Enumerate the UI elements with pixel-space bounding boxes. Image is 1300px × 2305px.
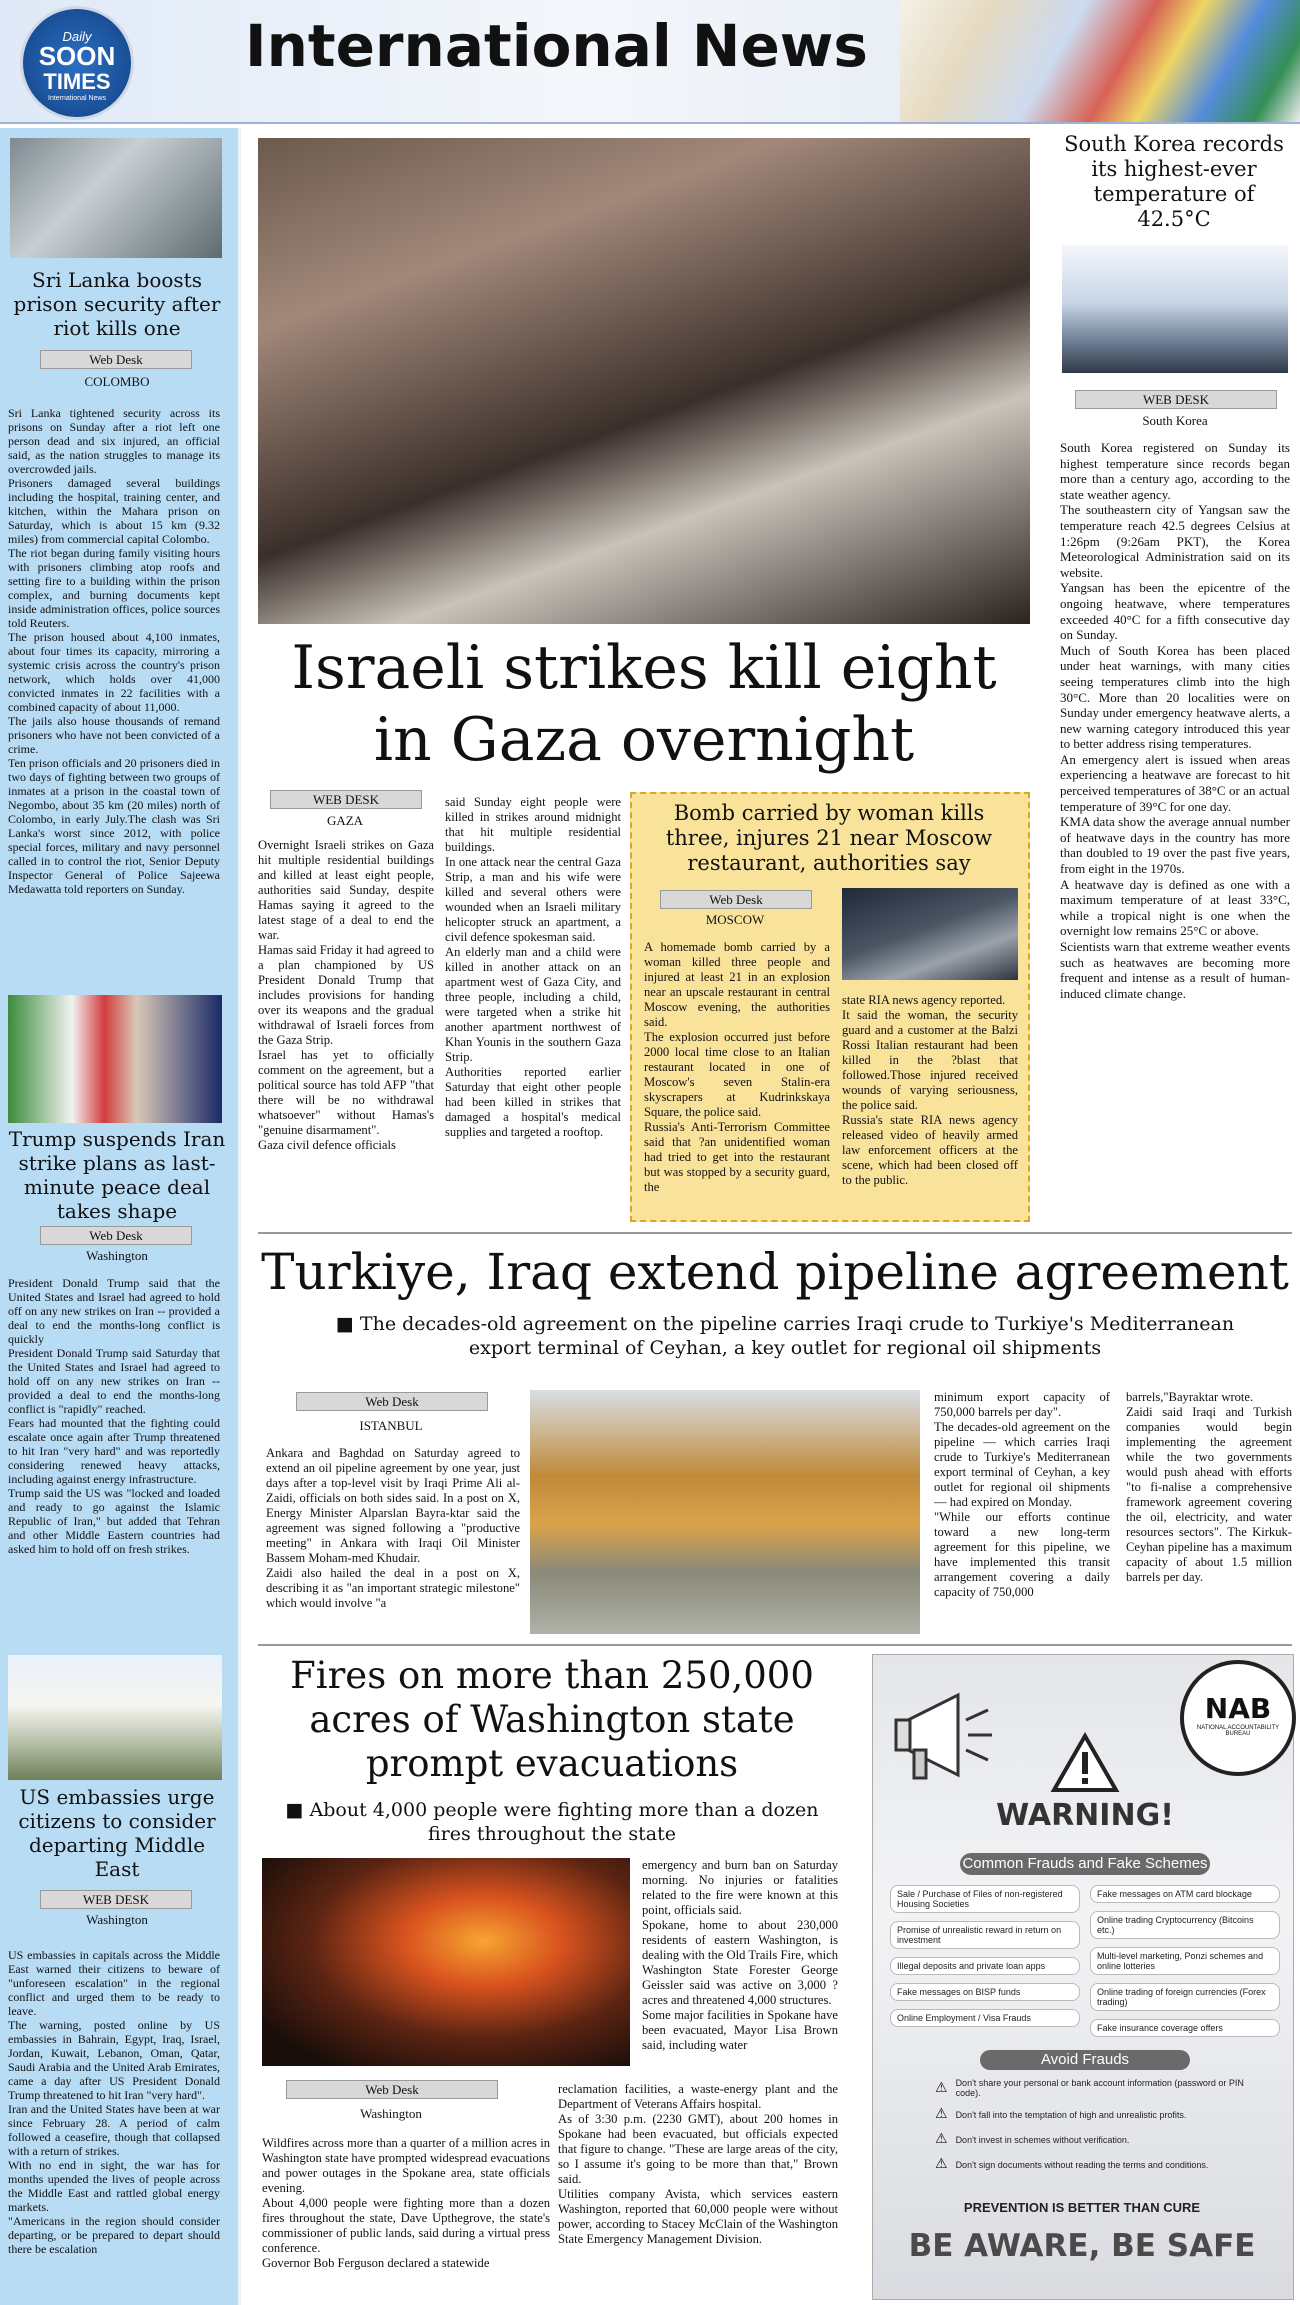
masthead-flags-image <box>900 0 1300 122</box>
sidebar-headline-3[interactable]: US embassies urge citizens to consider departing Middle East <box>18 1785 216 1881</box>
avoid-frauds-pill: Avoid Frauds <box>980 2050 1190 2070</box>
avoid-list-item: Don't share your personal or bank account information (password or PIN code). <box>955 2078 1244 2098</box>
avoid-list-row <box>935 2106 1265 2123</box>
gaza-lead-photo <box>258 138 1030 624</box>
avoid-list-row <box>935 2131 1265 2148</box>
fires-headline[interactable]: Fires on more than 250,000 acres of Washington state prompt evacuations <box>290 1654 814 1785</box>
ad-list-item: Online trading Cryptocurrency (Bitcoins etc.) <box>1090 1911 1280 1939</box>
dateline: COLOMBO <box>84 374 150 389</box>
korea-body: South Korea registered on Sunday its highest temperature since records began more than a century ago, according to the state weather agency. The southeastern city of Yangsan saw the temperature reach 42.5 degrees Celsius at 1:26pm (9:26am PKT), the Korea Meteorological Administration said on its website. Yangsan has been the epicentre of the ongoing heatwave, where temperatures exceeded 40°C for a fifth consecutive day on Sunday. Much of South Korea has been placed under heat warnings, with many cities seeing temperatures climb into the high 30°C. More than 20 localities were on Sunday under emergency heatwave alerts, a new warning category introduced this year to better address rising temperatures. An emergency alert is issued when areas experiencing a heatwave are forecast to hit perceived temperatures of 38°C or an actual temperature of 39°C for one day. KMA data show the average annual number of heatwave days in the country has more than doubled to 19 over the past five years, from eight in the 1970s. A heatwave day is defined as one with a maximum temperature of at least 33°C, while a tropical night is one when the overnight low remains 25°C or above. Scientists warn that extreme weather events such as heatwaves are becoming more frequent and intense as a result of human-induced climate change. <box>1060 440 1290 1001</box>
dateline: South Korea <box>1142 413 1208 428</box>
ad-list-item: Fake insurance coverage offers <box>1090 2019 1280 2037</box>
fires-body-col-1: Wildfires across more than a quarter of a million acres in Washington state have prompted widespread evacuations and power outages in the Spokane area, state officials evening. About 4,000 people were fighting more than a dozen fires throughout the state, Dave Upthegrove, the state's commissioner of public lands, said during a virtual press conference. Governor Bob Ferguson declared a statewide <box>262 2136 550 2270</box>
warning-title: WARNING! <box>996 1798 1174 1833</box>
warning-triangle-icon <box>1050 1732 1120 1794</box>
avoid-list <box>935 2078 1265 2181</box>
avoid-list-item: Don't invest in schemes without verification. <box>955 2134 1130 2145</box>
masthead <box>0 0 1300 124</box>
dateline: Washington <box>86 1248 148 1263</box>
pipeline-subhead: ■ The decades-old agreement on the pipeline carries Iraqi crude to Turkiye's Mediterranean export terminal of Ceyhan, a key outlet for regional oil shipments <box>335 1313 1235 1359</box>
pipeline-body-col-3: barrels,"Bayraktar wrote. Zaidi said Iraqi and Turkish companies would begin implementing the agreement while the two governments would push ahead with efforts "to fi-nalise a comprehensive framework agreement covering the oil, electricity, and water resources sectors". The Kirkuk-Ceyhan pipeline has a maximum capacity of about 1.5 million barrels per day. <box>1126 1390 1292 1584</box>
fires-subhead: ■ About 4,000 people were fighting more than a dozen fires throughout the state <box>285 1799 819 1845</box>
fires-body-col-3: reclamation facilities, a waste-energy plant and the Department of Veterans Affairs hospital. As of 3:30 p.m. (2230 GMT), about 200 homes in Spokane had been evacuated, but officials expected that figure to change. "These are large areas of the city, so I assume it's going to be more than that," Brown said. Utilities company Avista, which services eastern Washington, reported that 60,000 people were without power, according to Stacey McClain of the Washington State Emergency Management Division. <box>558 2082 838 2246</box>
lead-headline[interactable]: Israeli strikes kill eight in Gaza overnight <box>291 633 997 775</box>
frauds-section-pill: Common Frauds and Fake Schemes <box>960 1853 1210 1875</box>
pipeline-body-col-2: minimum export capacity of 750,000 barrels per day". The decades-old agreement on the pipeline — which carries Iraqi crude to Turkiye's Mediterranean export terminal of Ceyhan, a key outlet for regional oil shipments — had expired on Monday. "While our efforts continue toward a new long-term agreement for this pipeline, we have implemented this transit arrangement covering a daily capacity of 750,000 <box>934 1390 1110 1599</box>
fraud-list-left <box>890 1885 1080 2035</box>
sidebar-headline-2[interactable]: Trump suspends Iran strike plans as last-minute peace deal takes shape <box>8 1127 226 1223</box>
web-desk-tag: WEB DESK <box>270 790 422 809</box>
caution-icon: ⚠ <box>935 2157 948 2172</box>
megaphone-icon <box>888 1680 998 1790</box>
moscow-body-col-1: A homemade bomb carried by a woman killed three people and injured at least 21 in an explosion near an upscale restaurant in central Moscow evening, the authorities said. The explosion occurred just before 2000 local time close to an Italian restaurant located in one of Moscow's seven Stalin-era skyscrapers at Kudrinkskaya Square, the police said. Russia's Anti-Terrorism Committee said that ?an unidentified woman had tried to get into the restaurant but was stopped by a security guard, the <box>644 940 830 1194</box>
pipeline-headline[interactable]: Turkiye, Iraq extend pipeline agreement <box>261 1243 1289 1301</box>
section-divider <box>258 1644 1292 1646</box>
caution-icon: ⚠ <box>935 2132 948 2147</box>
bullet-icon: ■ <box>335 1313 360 1335</box>
wildfire-photo <box>262 1858 630 2066</box>
lead-body-col-2: said Sunday eight people were killed in strikes around midnight that hit multiple residential buildings. In one attack near the central Gaza Strip, a man and his wife were killed and several others were wounded when an Israeli military helicopter struck an apartment, a civil defence spokesman said. An elderly man and a child were killed in another attack on an apartment west of Gaza City, and three people, including a child, were targeted when a strike hit another apartment northwest of Khan Younis in the southern Gaza Strip. Authorities reported earlier Saturday that eight other people had been killed in strikes that damaged a hospital's medical supplies and targeted a rooftop. <box>445 795 621 1139</box>
dateline: Washington <box>86 1912 148 1927</box>
web-desk-tag: Web Desk <box>296 1392 488 1411</box>
be-aware-slogan: BE AWARE, BE SAFE <box>908 2228 1256 2264</box>
moscow-body-col-2: state RIA news agency reported. It said the woman, the security guard and a customer at the Balzi Rossi Italian restaurant had been killed in the ?blast that followed.Those injured received wounds of varying seriousness, the police said. Russia's state RIA news agency released video of heavily armed law enforcement officers at the scene, which had been closed off to the public. <box>842 993 1018 1187</box>
web-desk-tag: Web Desk <box>40 350 192 369</box>
oil-terminal-photo <box>530 1390 920 1634</box>
avoid-list-row <box>935 2156 1265 2173</box>
embassy-photo <box>8 1655 222 1780</box>
ad-list-item: Fake messages on BISP funds <box>890 1983 1080 2001</box>
dateline: ISTANBUL <box>359 1418 423 1433</box>
ad-list-item: Online Employment / Visa Frauds <box>890 2009 1080 2027</box>
web-desk-tag: Web Desk <box>660 890 812 909</box>
avoid-list-item: Don't fall into the temptation of high and unrealistic profits. <box>955 2109 1187 2120</box>
ad-list-item: Multi-level marketing, Ponzi schemes and online lotteries <box>1090 1947 1280 1975</box>
web-desk-tag: WEB DESK <box>1075 390 1277 409</box>
caution-icon: ⚠ <box>935 2080 948 2096</box>
moscow-photo <box>842 888 1018 980</box>
caution-icon: ⚠ <box>935 2107 948 2122</box>
ad-list-item: Fake messages on ATM card blockage <box>1090 1885 1280 1903</box>
pipeline-body-col-1: Ankara and Baghdad on Saturday agreed to extend an oil pipeline agreement by one year, just days after a top-level visit by Iraqi Prime Ali al-Zaidi, officials on both sides said. In a post on X, Energy Minister Alparslan Bayra-ktar said the agreement was signed following a "productive meeting" in Ankara with Iraqi Oil Minister Bassem Moham-med Khudair. Zaidi also hailed the deal in a post on X, describing it as "an important strategic milestone" which would involve "a <box>266 1446 520 1610</box>
moscow-headline[interactable]: Bomb carried by woman kills three, injures 21 near Moscow restaurant, authorities say <box>665 801 993 875</box>
masthead-title: International News <box>245 12 868 80</box>
nab-badge-logo: NAB NATIONAL ACCOUNTABILITY BUREAU <box>1180 1660 1296 1776</box>
trump-photo <box>8 995 222 1123</box>
avoid-list-row <box>935 2078 1265 2098</box>
ad-list-item: Online trading of foreign currencies (Forex trading) <box>1090 1983 1280 2011</box>
sidebar-story-2-body: President Donald Trump said that the United States and Israel had agreed to hold off on any new strikes on Iran -- provided a deal to end the months-long conflict is quickly President Donald Trump said Saturday that the United States and Israel had agreed to hold off on any new strikes on Iran -- provided a deal to end the months-long conflict is "rapidly" reached. Fears had mounted that the fighting could escalate once again after Trump threatened to hit Iran "very hard" and was reportedly considering renewed heavy attacks, including against energy infrastructure. Trump said the US was "locked and loaded and ready to go against the Islamic Republic of Iran," but added that Tehran and other Middle Eastern countries had asked him to hold off on fresh strikes. <box>8 1276 220 1556</box>
prison-photo <box>10 138 222 258</box>
ad-list-item: Illegal deposits and private loan apps <box>890 1957 1080 1975</box>
fraud-list-right <box>1090 1885 1280 2045</box>
fires-body-col-2: emergency and burn ban on Saturday morning. No injuries or fatalities related to the fire were known at this point, officials said. Spokane, home to about 230,000 residents of eastern Washington, is dealing with the Old Trails Fire, which Washington State Forester George Geissler said was active on 3,000 ?acres and threatened 4,000 structures. Some major facilities in Spokane have been evacuated, Mayor Lisa Brown said, including water <box>642 1858 838 2052</box>
sidebar-story-3-body: US embassies in capitals across the Middle East warned their citizens to beware of "unforeseen escalation" in the regional conflict and urged them to be ready to leave. The warning, posted online by US embassies in Bahrain, Egypt, Iraq, Israel, Jordan, Kuwait, Lebanon, Oman, Qatar, Saudi Arabia and the United Arab Emirates, came a day after US President Donald Trump threatened to hit Iran "very hard". Iran and the United States have been at war since February 28. A period of calm followed a ceasefire, though that collapsed with a return of strikes. With no end in sight, the war has for months upended the lives of people across the Middle East and rattled global energy markets. "Americans in the region should consider departing, or be prepared to depart should there be escalation <box>8 1948 220 2256</box>
web-desk-tag: Web Desk <box>40 1226 192 1245</box>
dateline: Washington <box>360 2106 422 2121</box>
section-divider <box>258 1232 1292 1234</box>
korea-headline[interactable]: South Korea records its highest-ever temperature of 42.5°C <box>1064 132 1284 231</box>
web-desk-tag: WEB DESK <box>40 1890 192 1909</box>
newspaper-logo[interactable]: Daily SOON TIMES International News <box>20 6 134 120</box>
dateline: GAZA <box>326 813 364 828</box>
bullet-icon: ■ <box>285 1799 310 1821</box>
lead-body-col-1: Overnight Israeli strikes on Gaza hit multiple residential buildings and killed at least eight people, authorities said Sunday, despite Hamas saying it agreed to the latest stage of a deal to end the war. Hamas said Friday it had agreed to a plan championed by US President Donald Trump that includes provisions for handing over its weapons and the gradual withdrawal of Israeli forces from the Gaza Strip. Israel has yet to officially comment on the agreement, but a political source has told AFP "that there will be no withdrawal whatsoever" without Hamas's "genuine disarmament". Gaza civil defence officials <box>258 838 434 1152</box>
web-desk-tag: Web Desk <box>286 2080 498 2099</box>
dateline: MOSCOW <box>705 912 765 927</box>
prevention-slogan: PREVENTION IS BETTER THAN CURE <box>963 2200 1201 2215</box>
sidebar-story-1-body: Sri Lanka tightened security across its prisons on Sunday after a riot left one person dead and six injured, an official said, as the nation struggles to manage its overcrowded jails. Prisoners damaged several buildings including the hospital, training center, and kitchen, within the Mahara prison on Saturday, which is about 15 km (9.32 miles) from commercial capital Colombo. The riot began during family visiting hours with prisoners climbing atop roofs and setting fire to a building within the prison complex, and burning documents kept inside administration offices, police sources told Reuters. The prison housed about 4,100 inmates, about four times its capacity, mirroring a systemic crisis across the country's prison network, which holds over 41,000 convicted inmates in 22 facilities with a combined capacity of about 11,000. The jails also house thousands of remand prisoners who have not been convicted of a crime. Ten prison officials and 20 prisoners died in two days of fighting between two groups of inmates at a prison in the coastal town of Negombo, about 35 km (20 miles) north of Colombo, in early July.The clash was Sri Lanka's worst since 2012, with police special forces, military and navy personnel called in to control the riot, Senior Deputy Inspector General of Police Sajeewa Medawatta told reporters on Sunday. <box>8 406 220 896</box>
ad-list-item: Sale / Purchase of Files of non-registered Housing Societies <box>890 1885 1080 1913</box>
sidebar-headline-1[interactable]: Sri Lanka boosts prison security after riot kills one <box>13 268 221 340</box>
ad-list-item: Promise of unrealistic reward in return on investment <box>890 1921 1080 1949</box>
korea-fountain-photo <box>1062 245 1288 373</box>
avoid-list-item: Don't sign documents without reading the terms and conditions. <box>955 2159 1209 2170</box>
